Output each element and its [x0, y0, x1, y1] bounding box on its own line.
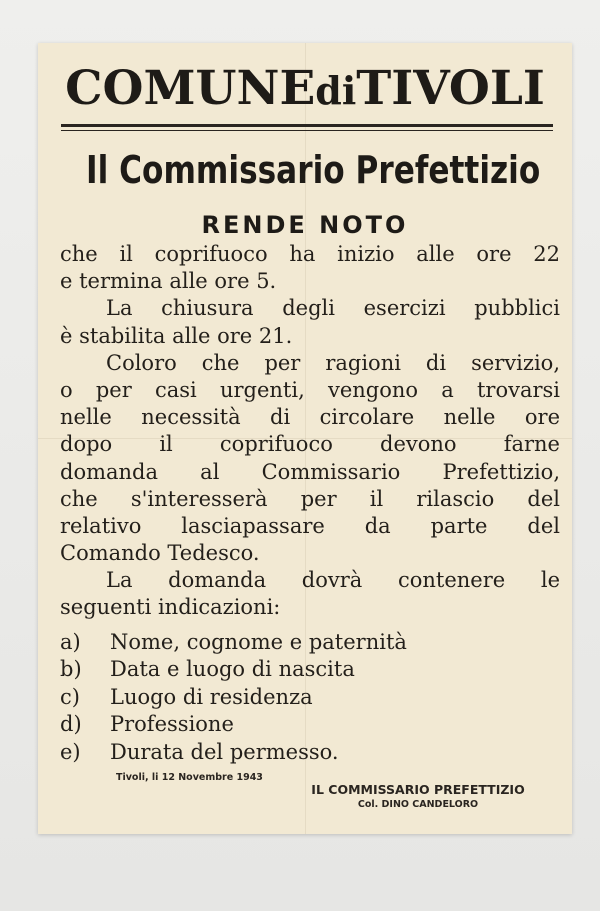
list-item-label: c)	[60, 684, 80, 709]
list-item-label: a)	[60, 630, 81, 654]
masthead-rule-thick	[61, 124, 553, 127]
body-line: La domanda dovrà contenere le	[106, 568, 560, 593]
list-item	[60, 739, 560, 766]
list-item-label: e)	[60, 739, 81, 764]
body-line: dopo il coprifuoco devono farne	[60, 432, 560, 457]
masthead	[38, 61, 572, 116]
body-line: relativo lasciapassare da parte del	[60, 513, 560, 538]
list-item-text: Professione	[110, 712, 234, 737]
requirements-list	[60, 629, 560, 766]
masthead-rule-thin	[61, 130, 553, 131]
body-line: o per casi urgenti, vengono a trovarsi	[60, 377, 560, 402]
body-line: seguenti indicazioni:	[60, 595, 281, 620]
notice-body	[60, 241, 560, 622]
body-line: Comando Tedesco.	[60, 541, 260, 566]
signature-title: IL COMMISSARIO PREFETTIZIO	[311, 782, 525, 797]
list-item-text: Luogo di residenza	[110, 684, 313, 709]
list-item	[60, 684, 560, 711]
body-line: nelle necessità di circolare nelle ore	[60, 405, 560, 430]
body-line: domanda al Commissario Prefettizio,	[60, 459, 560, 484]
body-line: che s'interesserà per il rilascio del	[60, 486, 560, 511]
date-line: Tivoli, li 12 Novembre 1943	[116, 772, 263, 783]
poster-sheet	[38, 43, 572, 834]
announce-heading: RENDE NOTO	[201, 211, 409, 239]
list-item-text: Nome, cognome e paternità	[110, 630, 407, 654]
body-line: che il coprifuoco ha inizio alle ore 22	[60, 242, 560, 266]
list-item	[60, 629, 560, 656]
masthead-tivoli: TIVOLI	[356, 61, 545, 116]
list-item	[60, 656, 560, 683]
body-line: Coloro che per ragioni di servizio,	[106, 350, 560, 375]
body-line: è stabilita alle ore 21.	[60, 323, 293, 348]
masthead-comune: COMUNE	[65, 61, 316, 116]
signature-name: Col. DINO CANDELORO	[357, 799, 479, 810]
body-line: e termina alle ore 5.	[60, 269, 277, 294]
masthead-di: di	[315, 68, 357, 113]
list-item-label: d)	[60, 712, 82, 737]
list-item-text: Durata del permesso.	[110, 739, 339, 764]
list-item	[60, 711, 560, 738]
authority-heading: Il Commissario Prefettizio	[86, 148, 541, 192]
list-item-label: b)	[60, 657, 82, 682]
list-item-text: Data e luogo di nascita	[110, 657, 355, 682]
body-line: La chiusura degli esercizi pubblici	[106, 296, 560, 321]
